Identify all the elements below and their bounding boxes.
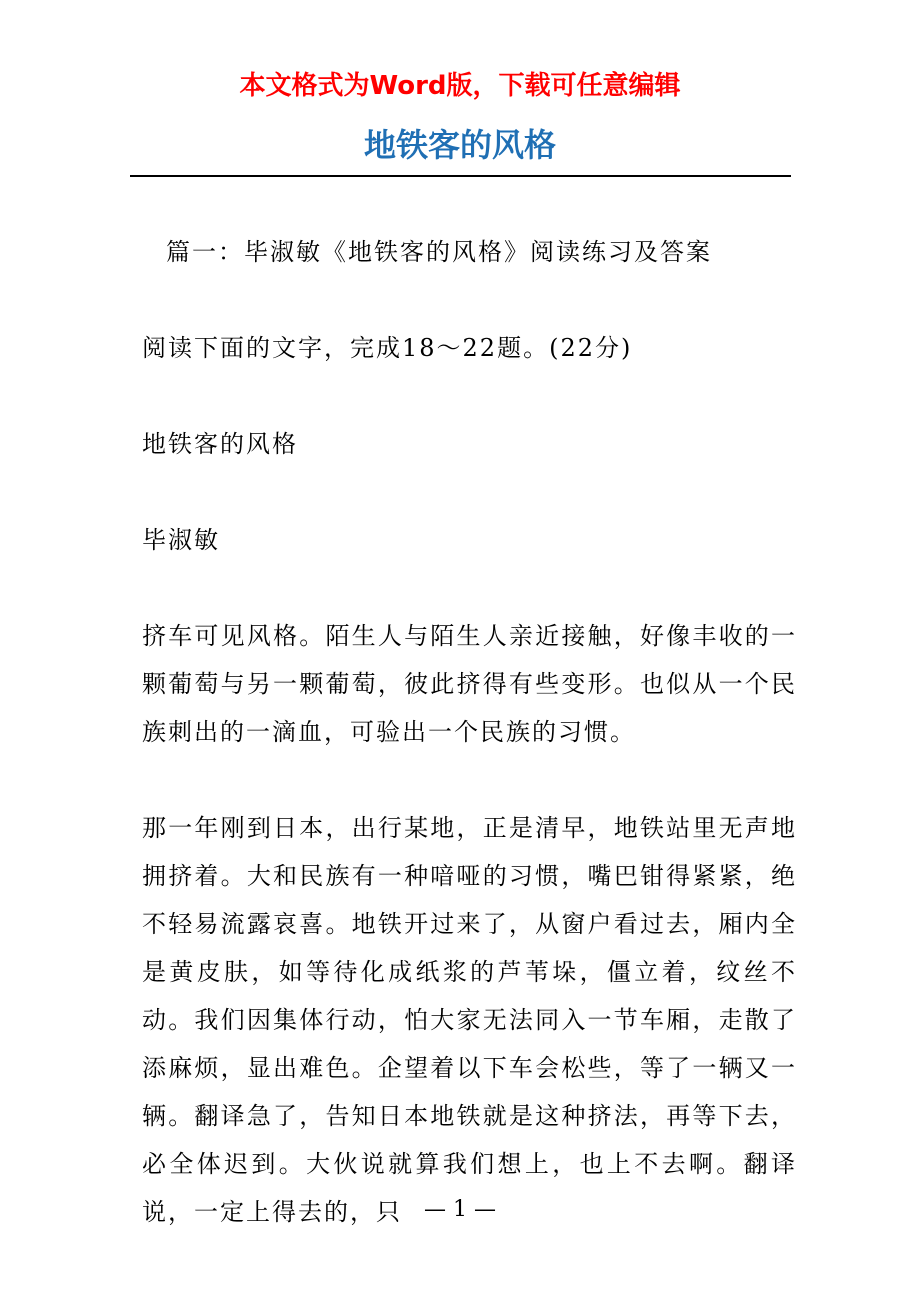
- spacer: [142, 372, 797, 420]
- intro-line: 篇一：毕淑敏《地铁客的风格》阅读练习及答案: [166, 238, 712, 266]
- article-title: 地铁客的风格: [142, 430, 298, 458]
- spacer: [142, 564, 797, 612]
- spacer: [142, 756, 797, 804]
- page-title: 地铁客的风格: [363, 126, 556, 164]
- title-divider: [130, 175, 791, 177]
- article-author: 毕淑敏: [142, 526, 220, 554]
- document-body: [142, 228, 797, 1236]
- paragraph: 挤车可见风格。陌生人与陌生人亲近接触，好像丰收的一颗葡萄与另一颗葡萄，彼此挤得有些变形。也似从一个民族刺出的一滴血，可验出一个民族的习惯。: [142, 622, 797, 746]
- page-number: — 1 —: [424, 1197, 496, 1222]
- instruction-line: 阅读下面的文字，完成18～22题。(22分): [142, 334, 633, 362]
- spacer: [142, 468, 797, 516]
- spacer: [142, 276, 797, 324]
- paragraph: 那一年刚到日本，出行某地，正是清早，地铁站里无声地拥挤着。大和民族有一种喑哑的习惯，嘴巴钳得紧紧，绝不轻易流露哀喜。地铁开过来了，从窗户看过去，厢内全是黄皮肤，如等待化成纸浆的芦苇垛，僵立着，纹丝不动。我们因集体行动，怕大家无法同入一节车厢，走散了添麻烦，显出难色。企望着以下车会松些，等了一辆又一辆。翻译急了，告知日本地铁就是这种挤法，再等下去，必全体迟到。大伙说就算我们想上，也上不去啊。翻译说，一定上得去的，只: [142, 814, 797, 1226]
- format-notice: 本文格式为Word版，下载可任意编辑: [239, 71, 681, 101]
